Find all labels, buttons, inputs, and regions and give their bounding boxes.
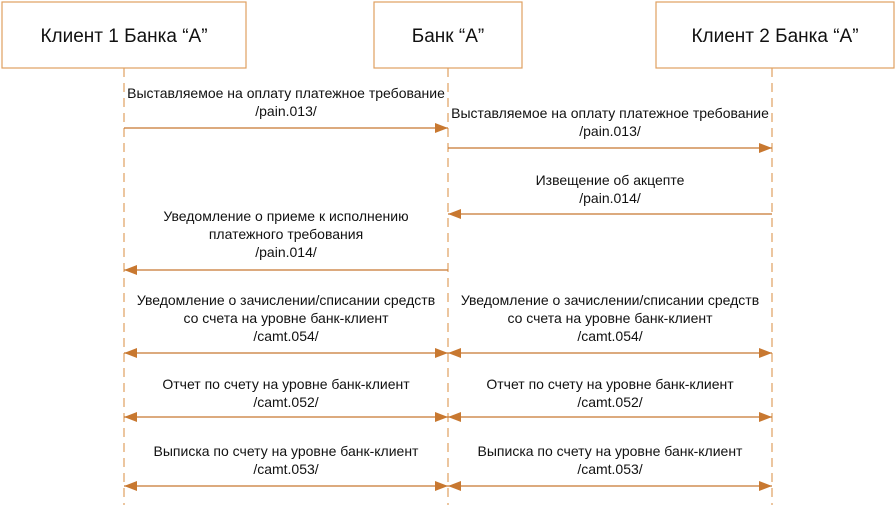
message-label-line: Отчет по счету на уровне банк-клиент [486, 376, 734, 392]
message-label-line: Отчет по счету на уровне банк-клиент [162, 376, 410, 392]
actor-client1 [2, 2, 246, 68]
message-label-line: Уведомление о приеме к исполнению [163, 208, 409, 224]
arrow-head [124, 412, 137, 422]
actor-bank [374, 2, 522, 68]
arrow-head [124, 265, 137, 275]
message-label-line: /pain.013/ [579, 123, 641, 139]
actor-label-client2: Клиент 2 Банка “А” [691, 26, 859, 47]
message-label-line: /camt.052/ [253, 394, 319, 410]
message-5 [124, 292, 448, 358]
message-label-line: со счета на уровне банк-клиент [507, 310, 713, 326]
message-label-line: Выписка по счету на уровне банк-клиент [477, 443, 743, 459]
actor-label-client1: Клиент 1 Банка “А” [40, 26, 208, 47]
message-9 [124, 443, 448, 491]
message-label-line: /pain.014/ [579, 190, 641, 206]
message-4 [124, 208, 448, 275]
message-label-line: /pain.013/ [255, 103, 317, 119]
message-label-line: /camt.054/ [577, 328, 643, 344]
message-label-line: /camt.053/ [253, 461, 319, 477]
message-label-line: Уведомление о зачислении/списании средств [460, 292, 760, 308]
arrow-head [448, 209, 461, 219]
message-label-line: со счета на уровне банк-клиент [183, 310, 389, 326]
message-label-line: /pain.014/ [255, 244, 317, 260]
message-7 [124, 376, 448, 422]
message-1 [124, 85, 448, 133]
arrow-head [759, 143, 772, 153]
message-label-line: /camt.054/ [253, 328, 319, 344]
arrow-head [124, 481, 137, 491]
arrow-head [448, 348, 461, 358]
arrow-head [435, 412, 448, 422]
message-10 [448, 443, 772, 491]
arrow-head [124, 348, 137, 358]
arrow-head [759, 348, 772, 358]
message-3 [448, 172, 772, 219]
message-label-line: Уведомление о зачислении/списании средств [136, 292, 436, 308]
message-label-line: Выписка по счету на уровне банк-клиент [153, 443, 419, 459]
arrow-head [448, 481, 461, 491]
message-label-line: платежного требования [208, 226, 364, 242]
arrow-head [759, 481, 772, 491]
message-label-line: /camt.052/ [577, 394, 643, 410]
message-6 [448, 292, 772, 358]
arrow-head [759, 412, 772, 422]
arrow-head [448, 412, 461, 422]
message-label-line: /camt.053/ [577, 461, 643, 477]
message-label-line: Выставляемое на оплату платежное требование [127, 85, 445, 101]
actor-client2 [656, 2, 894, 68]
actor-label-bank: Банк “А” [411, 26, 485, 47]
message-8 [448, 376, 772, 422]
arrow-head [435, 348, 448, 358]
arrow-head [435, 481, 448, 491]
message-2 [448, 105, 772, 153]
arrow-head [435, 123, 448, 133]
message-label-line: Выставляемое на оплату платежное требование [451, 105, 769, 121]
message-label-line: Извещение об акцепте [535, 172, 685, 188]
